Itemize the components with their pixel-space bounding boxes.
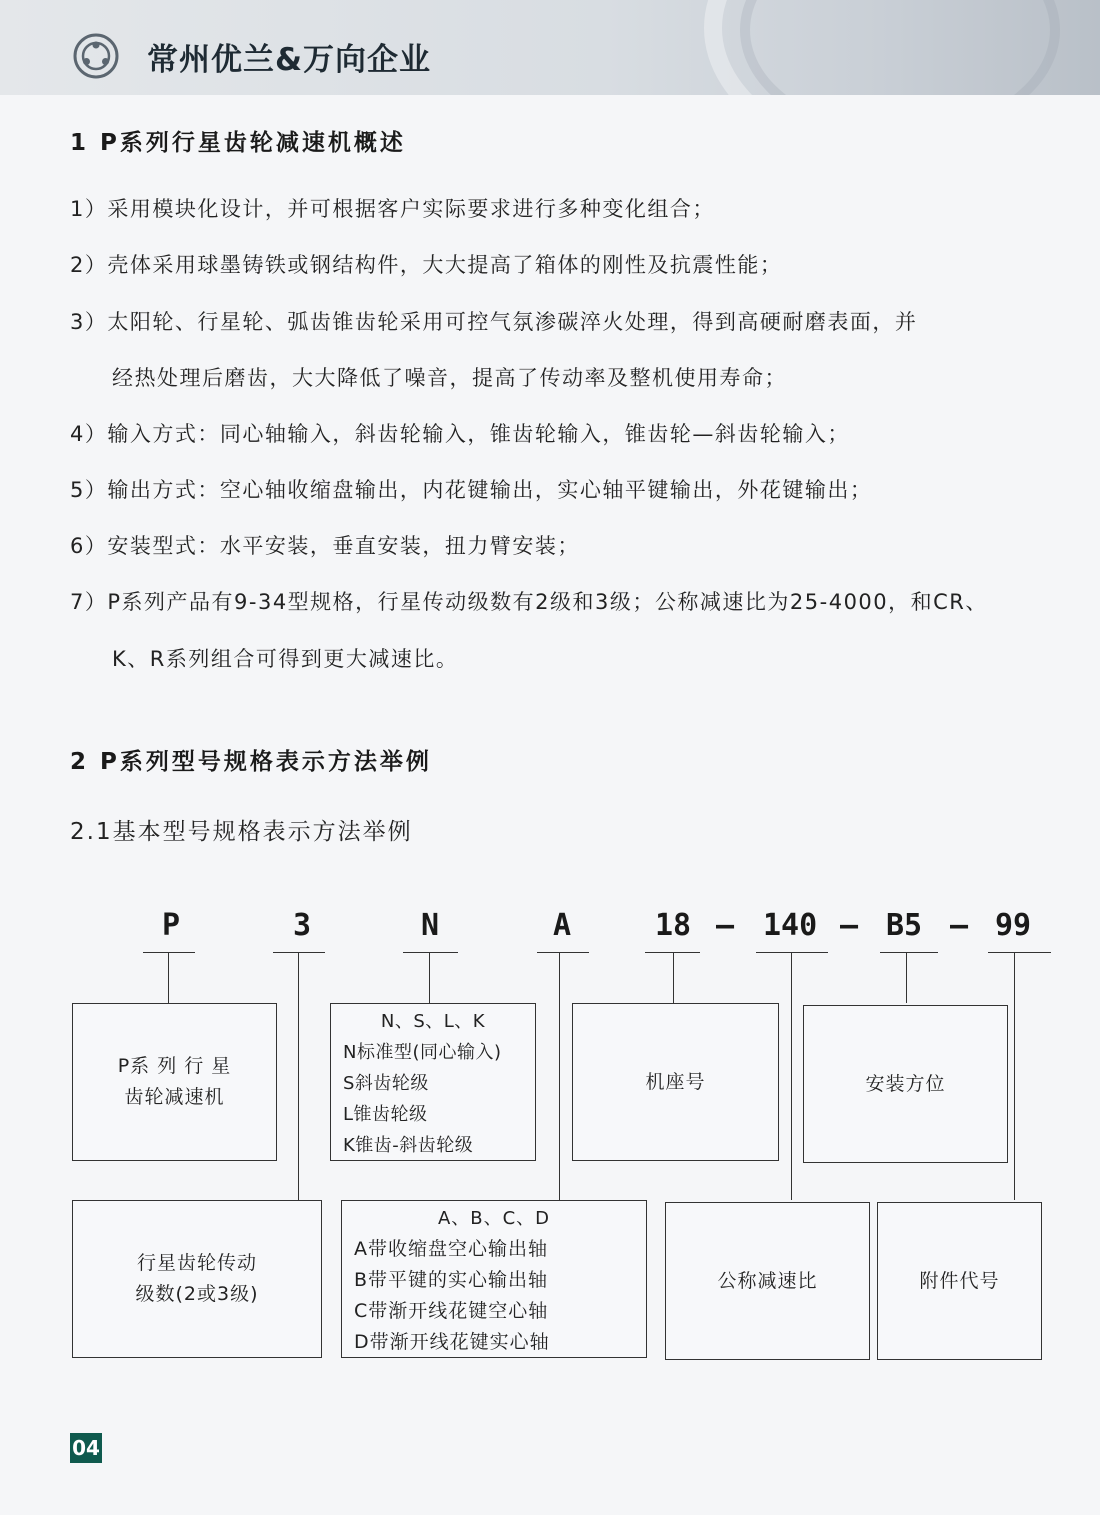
output-type-box — [341, 1200, 647, 1358]
overview-item: 2）壳体采用球墨铸铁或钢结构件，大大提高了箱体的刚性及抗震性能； — [70, 253, 783, 277]
section2-subtitle: 2.1基本型号规格表示方法举例 — [70, 819, 413, 845]
code-underline — [143, 952, 195, 953]
mounting-position-box — [803, 1005, 1008, 1163]
company-name: 常州优兰&万向企业 — [147, 42, 432, 78]
code-underline — [988, 952, 1051, 953]
code-dash: – — [716, 908, 735, 943]
connector-line — [1014, 952, 1015, 1200]
connector-line — [168, 952, 169, 1003]
overview-item-continuation: K、R系列组合可得到更大减速比。 — [112, 647, 459, 671]
input-type-option: K锥齿-斜齿轮级 — [343, 1135, 474, 1156]
code-mount: B5 — [886, 908, 923, 943]
connector-line — [429, 952, 430, 1003]
page-number: 04 — [70, 1433, 102, 1463]
section2-title: 2 P系列型号规格表示方法举例 — [70, 749, 432, 775]
output-type-option: A带收缩盘空心输出轴 — [354, 1238, 548, 1260]
code-underline — [273, 952, 325, 953]
code-input: N — [421, 908, 440, 943]
frame-size-label: 机座号 — [645, 1070, 706, 1093]
output-type-option: C带渐开线花键空心轴 — [354, 1300, 549, 1322]
accessory-label: 附件代号 — [919, 1269, 1000, 1292]
stage-box-line: 级数(2或3级) — [135, 1283, 259, 1305]
code-stage: 3 — [293, 908, 312, 943]
ratio-box — [665, 1202, 870, 1360]
connector-line — [906, 952, 907, 1003]
code-accessory: 99 — [995, 908, 1032, 943]
output-type-title: A、B、C、D — [437, 1208, 551, 1229]
accessory-box — [877, 1202, 1042, 1360]
overview-item: 7）P系列产品有9-34型规格，行星传动级数有2级和3级；公称减速比为25-4000，和CR、 — [70, 590, 988, 614]
overview-item: 5）输出方式：空心轴收缩盘输出，内花键输出，实心轴平键输出，外花键输出； — [70, 478, 873, 502]
product-box-line: 齿轮减速机 — [124, 1086, 225, 1108]
code-dash: – — [950, 908, 969, 943]
overview-item-continuation: 经热处理后磨齿，大大降低了噪音，提高了传动率及整机使用寿命； — [112, 366, 787, 390]
output-type-option: B带平键的实心输出轴 — [354, 1269, 549, 1291]
code-underline — [403, 952, 458, 953]
overview-item: 4）输入方式：同心轴输入，斜齿轮输入，锥齿轮输入，锥齿轮—斜齿轮输入； — [70, 422, 850, 446]
connector-line — [673, 952, 674, 1003]
overview-item: 6）安装型式：水平安装，垂直安装，扭力臂安装； — [70, 534, 580, 558]
input-type-option: S斜齿轮级 — [343, 1073, 429, 1094]
product-box-line: P系 列 行 星 — [117, 1055, 232, 1077]
input-type-option: L锥齿轮级 — [343, 1104, 428, 1125]
section1-title: 1 P系列行星齿轮减速机概述 — [70, 130, 406, 156]
input-type-option: N标准型(同心输入) — [343, 1042, 502, 1063]
connector-line — [559, 952, 560, 1200]
input-type-title: N、S、L、K — [380, 1011, 486, 1032]
page-header — [0, 0, 1100, 95]
ratio-label: 公称减速比 — [717, 1269, 818, 1292]
code-frame: 18 — [655, 908, 692, 943]
input-type-box — [330, 1003, 536, 1161]
code-ratio: 140 — [763, 908, 818, 943]
overview-item: 3）太阳轮、行星轮、弧齿锥齿轮采用可控气氛渗碳淬火处理，得到高硬耐磨表面，并 — [70, 310, 918, 334]
code-underline — [880, 952, 938, 953]
code-underline — [537, 952, 589, 953]
stage-box — [72, 1200, 322, 1358]
connector-line — [298, 952, 299, 1200]
stage-box-line: 行星齿轮传动 — [136, 1252, 257, 1274]
product-box — [72, 1003, 277, 1161]
mounting-position-label: 安装方位 — [865, 1072, 946, 1095]
code-output: A — [553, 908, 572, 943]
header-decoration-ring — [740, 0, 1060, 95]
company-logo-icon — [72, 32, 120, 80]
connector-line — [791, 952, 792, 1200]
output-type-option: D带渐开线花键实心轴 — [354, 1331, 550, 1353]
code-product: P — [162, 908, 181, 943]
frame-size-box — [572, 1003, 779, 1161]
code-underline — [756, 952, 828, 953]
overview-item: 1）采用模块化设计，并可根据客户实际要求进行多种变化组合； — [70, 197, 715, 221]
code-dash: – — [840, 908, 859, 943]
